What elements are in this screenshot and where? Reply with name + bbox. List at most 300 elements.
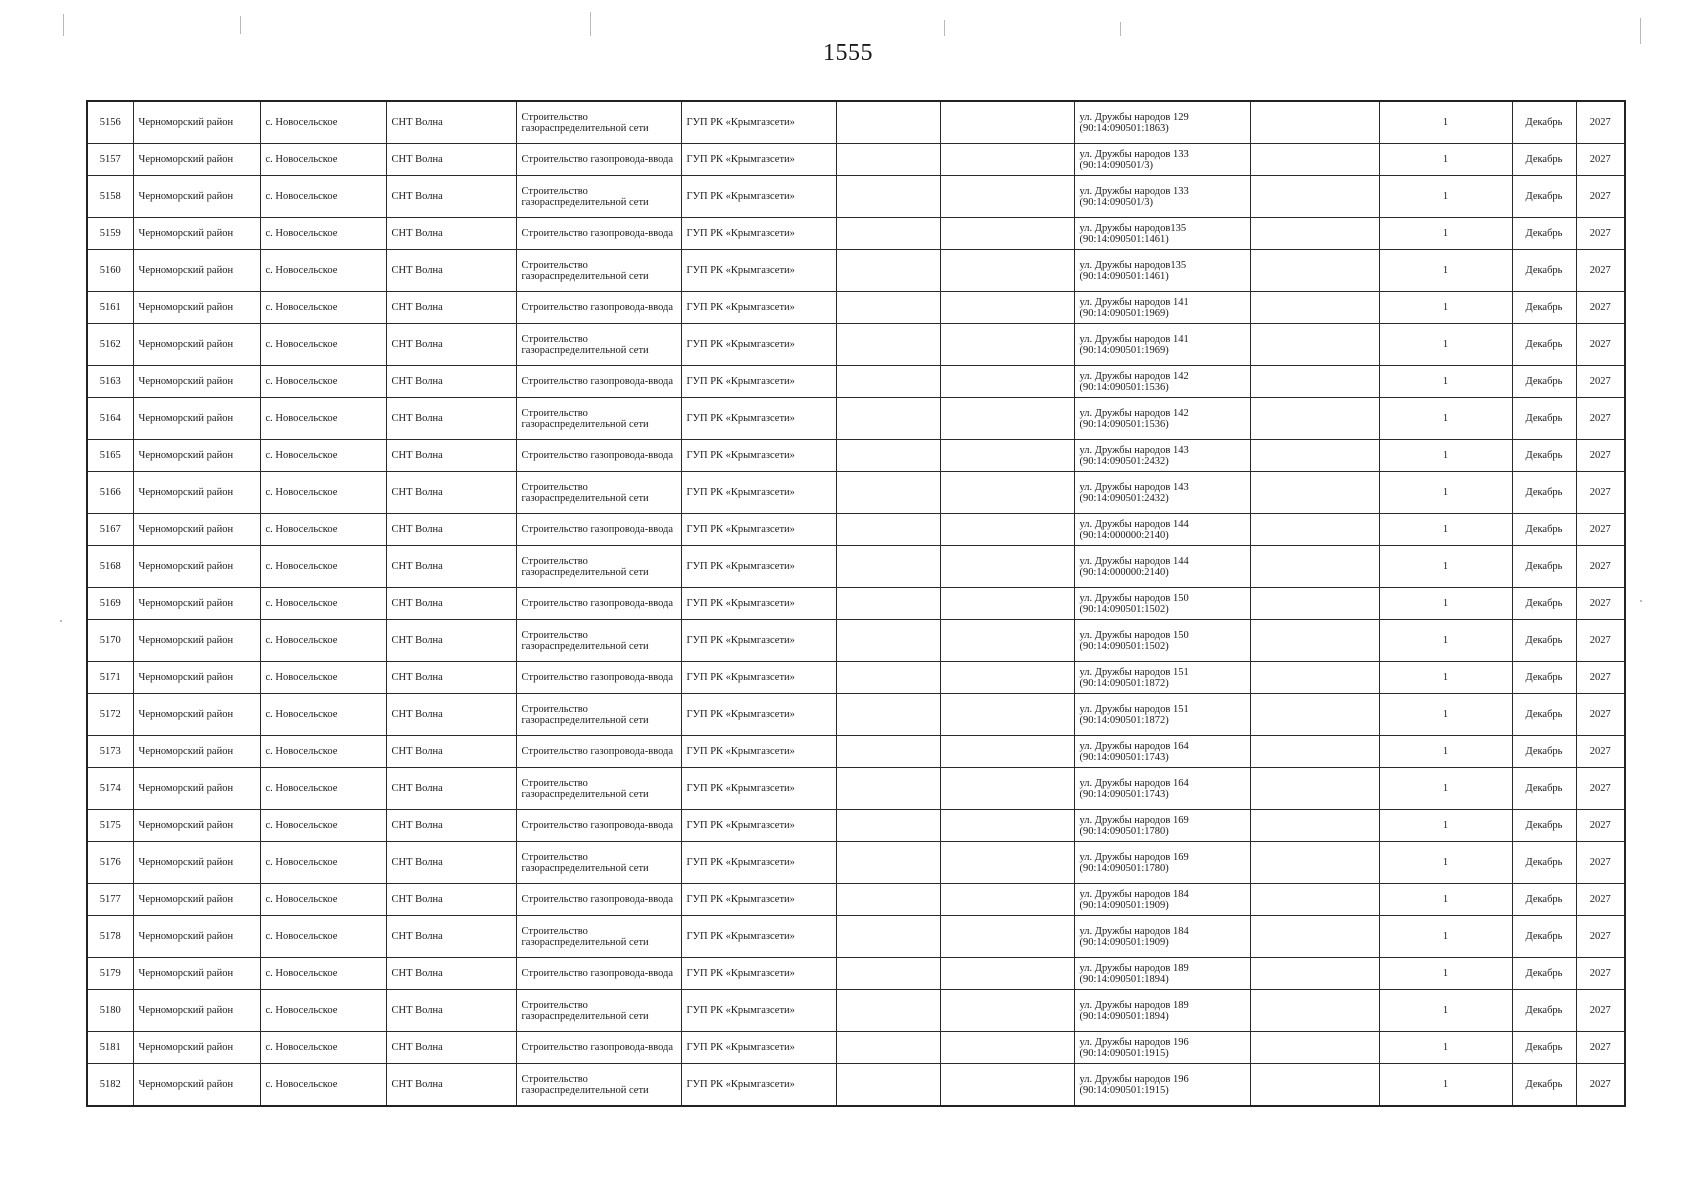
cell-year: 2027 — [1576, 398, 1625, 440]
cell-quantity: 1 — [1379, 1064, 1512, 1107]
cell-address: ул. Дружбы народов 189 (90:14:090501:1894) — [1074, 990, 1250, 1032]
cell-partnership: СНТ Волна — [386, 101, 516, 144]
cell-number: 5160 — [87, 250, 133, 292]
cell-contractor: ГУП РК «Крымгазсети» — [681, 472, 836, 514]
cell-settlement: с. Новосельское — [260, 176, 386, 218]
table-row — [87, 324, 1625, 366]
cell-month: Декабрь — [1512, 916, 1576, 958]
cell-partnership: СНТ Волна — [386, 366, 516, 398]
cell-work-type: Строительство газораспределительной сети — [516, 620, 681, 662]
cell-empty — [940, 144, 1074, 176]
cell-empty — [940, 884, 1074, 916]
cell-address: ул. Дружбы народов 142 (90:14:090501:1536) — [1074, 398, 1250, 440]
cell-year: 2027 — [1576, 842, 1625, 884]
cell-number: 5179 — [87, 958, 133, 990]
cell-address: ул. Дружбы народов 129 (90:14:090501:1863) — [1074, 101, 1250, 144]
cell-empty — [940, 810, 1074, 842]
cell-address: ул. Дружбы народов 144 (90:14:000000:2140) — [1074, 514, 1250, 546]
cell-empty — [836, 694, 940, 736]
table-row — [87, 662, 1625, 694]
cell-partnership: СНТ Волна — [386, 176, 516, 218]
work-schedule-table — [86, 100, 1626, 1107]
cell-empty — [1250, 958, 1379, 990]
cell-partnership: СНТ Волна — [386, 842, 516, 884]
table-row — [87, 884, 1625, 916]
cell-empty — [940, 620, 1074, 662]
cell-year: 2027 — [1576, 736, 1625, 768]
cell-number: 5174 — [87, 768, 133, 810]
cell-address: ул. Дружбы народов 196 (90:14:090501:1915) — [1074, 1064, 1250, 1107]
cell-empty — [836, 218, 940, 250]
cell-settlement: с. Новосельское — [260, 736, 386, 768]
cell-empty — [836, 546, 940, 588]
cell-number: 5182 — [87, 1064, 133, 1107]
cell-district: Черноморский район — [133, 588, 260, 620]
cell-settlement: с. Новосельское — [260, 1064, 386, 1107]
cell-month: Декабрь — [1512, 694, 1576, 736]
cell-empty — [1250, 694, 1379, 736]
cell-empty — [1250, 472, 1379, 514]
cell-district: Черноморский район — [133, 768, 260, 810]
cell-settlement: с. Новосельское — [260, 810, 386, 842]
cell-settlement: с. Новосельское — [260, 366, 386, 398]
cell-contractor: ГУП РК «Крымгазсети» — [681, 588, 836, 620]
cell-year: 2027 — [1576, 514, 1625, 546]
table-row — [87, 472, 1625, 514]
cell-number: 5166 — [87, 472, 133, 514]
cell-month: Декабрь — [1512, 218, 1576, 250]
cell-year: 2027 — [1576, 620, 1625, 662]
cell-number: 5178 — [87, 916, 133, 958]
cell-settlement: с. Новосельское — [260, 842, 386, 884]
cell-year: 2027 — [1576, 810, 1625, 842]
cell-empty — [940, 990, 1074, 1032]
cell-year: 2027 — [1576, 916, 1625, 958]
scan-artifact — [1640, 600, 1642, 602]
cell-empty — [1250, 324, 1379, 366]
table-row — [87, 768, 1625, 810]
cell-settlement: с. Новосельское — [260, 324, 386, 366]
cell-empty — [940, 1064, 1074, 1107]
cell-address: ул. Дружбы народов 184 (90:14:090501:1909) — [1074, 884, 1250, 916]
cell-number: 5168 — [87, 546, 133, 588]
cell-partnership: СНТ Волна — [386, 768, 516, 810]
cell-work-type: Строительство газопровода-ввода — [516, 884, 681, 916]
cell-year: 2027 — [1576, 250, 1625, 292]
cell-work-type: Строительство газопровода-ввода — [516, 588, 681, 620]
cell-empty — [940, 176, 1074, 218]
cell-month: Декабрь — [1512, 1032, 1576, 1064]
cell-address: ул. Дружбы народов 144 (90:14:000000:2140) — [1074, 546, 1250, 588]
cell-contractor: ГУП РК «Крымгазсети» — [681, 694, 836, 736]
cell-year: 2027 — [1576, 588, 1625, 620]
cell-work-type: Строительство газораспределительной сети — [516, 101, 681, 144]
cell-empty — [1250, 884, 1379, 916]
table-row — [87, 398, 1625, 440]
cell-work-type: Строительство газопровода-ввода — [516, 514, 681, 546]
cell-empty — [1250, 1064, 1379, 1107]
cell-empty — [1250, 546, 1379, 588]
scan-artifact — [1640, 18, 1641, 44]
cell-empty — [1250, 768, 1379, 810]
table-row — [87, 958, 1625, 990]
cell-month: Декабрь — [1512, 810, 1576, 842]
cell-quantity: 1 — [1379, 176, 1512, 218]
cell-empty — [940, 440, 1074, 472]
cell-month: Декабрь — [1512, 546, 1576, 588]
cell-month: Декабрь — [1512, 324, 1576, 366]
cell-empty — [836, 292, 940, 324]
cell-year: 2027 — [1576, 546, 1625, 588]
table-row — [87, 250, 1625, 292]
cell-empty — [836, 324, 940, 366]
cell-empty — [940, 472, 1074, 514]
cell-district: Черноморский район — [133, 1064, 260, 1107]
cell-contractor: ГУП РК «Крымгазсети» — [681, 662, 836, 694]
cell-settlement: с. Новосельское — [260, 916, 386, 958]
cell-contractor: ГУП РК «Крымгазсети» — [681, 218, 836, 250]
cell-month: Декабрь — [1512, 620, 1576, 662]
cell-work-type: Строительство газораспределительной сети — [516, 1064, 681, 1107]
cell-quantity: 1 — [1379, 398, 1512, 440]
cell-quantity: 1 — [1379, 546, 1512, 588]
cell-contractor: ГУП РК «Крымгазсети» — [681, 768, 836, 810]
cell-address: ул. Дружбы народов 164 (90:14:090501:1743) — [1074, 736, 1250, 768]
cell-empty — [940, 398, 1074, 440]
table-row — [87, 1064, 1625, 1107]
cell-empty — [1250, 218, 1379, 250]
cell-empty — [1250, 620, 1379, 662]
cell-contractor: ГУП РК «Крымгазсети» — [681, 958, 836, 990]
cell-month: Декабрь — [1512, 250, 1576, 292]
cell-district: Черноморский район — [133, 101, 260, 144]
cell-number: 5171 — [87, 662, 133, 694]
cell-empty — [836, 398, 940, 440]
cell-district: Черноморский район — [133, 398, 260, 440]
table-body — [87, 101, 1625, 1106]
cell-partnership: СНТ Волна — [386, 620, 516, 662]
cell-empty — [836, 440, 940, 472]
cell-empty — [1250, 990, 1379, 1032]
cell-year: 2027 — [1576, 662, 1625, 694]
cell-contractor: ГУП РК «Крымгазсети» — [681, 514, 836, 546]
cell-contractor: ГУП РК «Крымгазсети» — [681, 366, 836, 398]
cell-year: 2027 — [1576, 144, 1625, 176]
cell-contractor: ГУП РК «Крымгазсети» — [681, 810, 836, 842]
cell-month: Декабрь — [1512, 292, 1576, 324]
cell-empty — [1250, 398, 1379, 440]
cell-work-type: Строительство газораспределительной сети — [516, 250, 681, 292]
cell-empty — [836, 736, 940, 768]
cell-number: 5176 — [87, 842, 133, 884]
cell-month: Декабрь — [1512, 958, 1576, 990]
cell-settlement: с. Новосельское — [260, 662, 386, 694]
cell-empty — [1250, 736, 1379, 768]
cell-month: Декабрь — [1512, 768, 1576, 810]
cell-month: Декабрь — [1512, 440, 1576, 472]
cell-partnership: СНТ Волна — [386, 916, 516, 958]
cell-contractor: ГУП РК «Крымгазсети» — [681, 101, 836, 144]
cell-address: ул. Дружбы народов 141 (90:14:090501:1969) — [1074, 292, 1250, 324]
cell-year: 2027 — [1576, 218, 1625, 250]
cell-empty — [1250, 144, 1379, 176]
cell-work-type: Строительство газораспределительной сети — [516, 324, 681, 366]
cell-settlement: с. Новосельское — [260, 546, 386, 588]
cell-district: Черноморский район — [133, 662, 260, 694]
cell-empty — [836, 1032, 940, 1064]
cell-empty — [1250, 1032, 1379, 1064]
cell-work-type: Строительство газопровода-ввода — [516, 736, 681, 768]
table-row — [87, 990, 1625, 1032]
cell-district: Черноморский район — [133, 176, 260, 218]
cell-empty — [836, 990, 940, 1032]
cell-district: Черноморский район — [133, 324, 260, 366]
cell-address: ул. Дружбы народов 169 (90:14:090501:1780) — [1074, 842, 1250, 884]
cell-empty — [940, 958, 1074, 990]
cell-address: ул. Дружбы народов 133 (90:14:090501/3) — [1074, 176, 1250, 218]
cell-settlement: с. Новосельское — [260, 250, 386, 292]
cell-contractor: ГУП РК «Крымгазсети» — [681, 250, 836, 292]
cell-partnership: СНТ Волна — [386, 546, 516, 588]
scan-artifact — [944, 20, 945, 36]
cell-district: Черноморский район — [133, 250, 260, 292]
cell-work-type: Строительство газопровода-ввода — [516, 662, 681, 694]
cell-settlement: с. Новосельское — [260, 472, 386, 514]
cell-empty — [836, 514, 940, 546]
cell-settlement: с. Новосельское — [260, 620, 386, 662]
cell-partnership: СНТ Волна — [386, 990, 516, 1032]
cell-number: 5177 — [87, 884, 133, 916]
cell-empty — [940, 736, 1074, 768]
cell-number: 5173 — [87, 736, 133, 768]
cell-year: 2027 — [1576, 440, 1625, 472]
cell-quantity: 1 — [1379, 324, 1512, 366]
cell-partnership: СНТ Волна — [386, 472, 516, 514]
cell-number: 5167 — [87, 514, 133, 546]
cell-address: ул. Дружбы народов135 (90:14:090501:1461) — [1074, 218, 1250, 250]
cell-month: Декабрь — [1512, 398, 1576, 440]
cell-quantity: 1 — [1379, 514, 1512, 546]
cell-empty — [836, 1064, 940, 1107]
cell-settlement: с. Новосельское — [260, 292, 386, 324]
cell-work-type: Строительство газораспределительной сети — [516, 916, 681, 958]
cell-number: 5163 — [87, 366, 133, 398]
cell-quantity: 1 — [1379, 810, 1512, 842]
cell-number: 5170 — [87, 620, 133, 662]
cell-month: Декабрь — [1512, 144, 1576, 176]
cell-settlement: с. Новосельское — [260, 398, 386, 440]
cell-settlement: с. Новосельское — [260, 588, 386, 620]
cell-year: 2027 — [1576, 1064, 1625, 1107]
cell-empty — [836, 916, 940, 958]
cell-empty — [940, 546, 1074, 588]
cell-quantity: 1 — [1379, 916, 1512, 958]
cell-empty — [940, 694, 1074, 736]
cell-contractor: ГУП РК «Крымгазсети» — [681, 842, 836, 884]
cell-work-type: Строительство газораспределительной сети — [516, 768, 681, 810]
cell-settlement: с. Новосельское — [260, 514, 386, 546]
cell-empty — [940, 588, 1074, 620]
cell-empty — [836, 250, 940, 292]
cell-quantity: 1 — [1379, 144, 1512, 176]
cell-work-type: Строительство газораспределительной сети — [516, 842, 681, 884]
cell-month: Декабрь — [1512, 472, 1576, 514]
cell-partnership: СНТ Волна — [386, 1064, 516, 1107]
cell-month: Декабрь — [1512, 514, 1576, 546]
cell-settlement: с. Новосельское — [260, 694, 386, 736]
cell-address: ул. Дружбы народов 133 (90:14:090501/3) — [1074, 144, 1250, 176]
cell-empty — [1250, 250, 1379, 292]
cell-quantity: 1 — [1379, 842, 1512, 884]
cell-empty — [940, 366, 1074, 398]
cell-number: 5175 — [87, 810, 133, 842]
cell-quantity: 1 — [1379, 990, 1512, 1032]
cell-address: ул. Дружбы народов 169 (90:14:090501:1780) — [1074, 810, 1250, 842]
cell-partnership: СНТ Волна — [386, 588, 516, 620]
cell-month: Декабрь — [1512, 366, 1576, 398]
cell-address: ул. Дружбы народов 189 (90:14:090501:1894) — [1074, 958, 1250, 990]
cell-work-type: Строительство газопровода-ввода — [516, 144, 681, 176]
cell-year: 2027 — [1576, 990, 1625, 1032]
cell-year: 2027 — [1576, 292, 1625, 324]
cell-address: ул. Дружбы народов 143 (90:14:090501:2432) — [1074, 472, 1250, 514]
cell-work-type: Строительство газораспределительной сети — [516, 546, 681, 588]
table-row — [87, 514, 1625, 546]
table-row — [87, 292, 1625, 324]
cell-district: Черноморский район — [133, 366, 260, 398]
cell-quantity: 1 — [1379, 736, 1512, 768]
cell-month: Декабрь — [1512, 1064, 1576, 1107]
cell-partnership: СНТ Волна — [386, 292, 516, 324]
cell-quantity: 1 — [1379, 694, 1512, 736]
cell-quantity: 1 — [1379, 101, 1512, 144]
cell-address: ул. Дружбы народов 141 (90:14:090501:1969) — [1074, 324, 1250, 366]
cell-settlement: с. Новосельское — [260, 958, 386, 990]
cell-address: ул. Дружбы народов 150 (90:14:090501:1502) — [1074, 620, 1250, 662]
cell-number: 5169 — [87, 588, 133, 620]
cell-empty — [940, 842, 1074, 884]
cell-partnership: СНТ Волна — [386, 398, 516, 440]
cell-address: ул. Дружбы народов 196 (90:14:090501:1915) — [1074, 1032, 1250, 1064]
cell-partnership: СНТ Волна — [386, 736, 516, 768]
cell-work-type: Строительство газопровода-ввода — [516, 440, 681, 472]
cell-number: 5159 — [87, 218, 133, 250]
cell-contractor: ГУП РК «Крымгазсети» — [681, 292, 836, 324]
cell-partnership: СНТ Волна — [386, 884, 516, 916]
cell-empty — [940, 101, 1074, 144]
cell-district: Черноморский район — [133, 990, 260, 1032]
cell-number: 5165 — [87, 440, 133, 472]
cell-month: Декабрь — [1512, 176, 1576, 218]
table-row — [87, 810, 1625, 842]
cell-work-type: Строительство газораспределительной сети — [516, 176, 681, 218]
cell-empty — [836, 620, 940, 662]
table-row — [87, 366, 1625, 398]
cell-number: 5162 — [87, 324, 133, 366]
cell-empty — [940, 916, 1074, 958]
cell-address: ул. Дружбы народов 184 (90:14:090501:1909) — [1074, 916, 1250, 958]
cell-empty — [940, 292, 1074, 324]
cell-district: Черноморский район — [133, 218, 260, 250]
cell-contractor: ГУП РК «Крымгазсети» — [681, 324, 836, 366]
cell-work-type: Строительство газораспределительной сети — [516, 398, 681, 440]
cell-empty — [940, 218, 1074, 250]
cell-month: Декабрь — [1512, 101, 1576, 144]
cell-address: ул. Дружбы народов 142 (90:14:090501:1536) — [1074, 366, 1250, 398]
cell-month: Декабрь — [1512, 588, 1576, 620]
cell-year: 2027 — [1576, 101, 1625, 144]
cell-quantity: 1 — [1379, 440, 1512, 472]
cell-empty — [940, 250, 1074, 292]
cell-district: Черноморский район — [133, 620, 260, 662]
cell-empty — [836, 884, 940, 916]
cell-quantity: 1 — [1379, 366, 1512, 398]
cell-address: ул. Дружбы народов 143 (90:14:090501:2432) — [1074, 440, 1250, 472]
cell-contractor: ГУП РК «Крымгазсети» — [681, 736, 836, 768]
cell-number: 5181 — [87, 1032, 133, 1064]
cell-year: 2027 — [1576, 884, 1625, 916]
cell-empty — [836, 144, 940, 176]
cell-empty — [836, 176, 940, 218]
cell-settlement: с. Новосельское — [260, 884, 386, 916]
cell-partnership: СНТ Волна — [386, 810, 516, 842]
cell-quantity: 1 — [1379, 958, 1512, 990]
cell-empty — [1250, 366, 1379, 398]
cell-quantity: 1 — [1379, 1032, 1512, 1064]
cell-year: 2027 — [1576, 768, 1625, 810]
table-row — [87, 176, 1625, 218]
cell-empty — [836, 366, 940, 398]
cell-empty — [836, 768, 940, 810]
cell-partnership: СНТ Волна — [386, 324, 516, 366]
cell-number: 5158 — [87, 176, 133, 218]
cell-quantity: 1 — [1379, 884, 1512, 916]
cell-quantity: 1 — [1379, 250, 1512, 292]
cell-work-type: Строительство газораспределительной сети — [516, 472, 681, 514]
cell-district: Черноморский район — [133, 842, 260, 884]
table-row — [87, 1032, 1625, 1064]
cell-contractor: ГУП РК «Крымгазсети» — [681, 176, 836, 218]
cell-empty — [836, 810, 940, 842]
table-row — [87, 588, 1625, 620]
cell-settlement: с. Новосельское — [260, 101, 386, 144]
cell-empty — [836, 588, 940, 620]
cell-partnership: СНТ Волна — [386, 144, 516, 176]
cell-empty — [1250, 176, 1379, 218]
cell-empty — [1250, 662, 1379, 694]
cell-district: Черноморский район — [133, 1032, 260, 1064]
cell-empty — [836, 958, 940, 990]
page-number: 1555 — [823, 40, 873, 66]
cell-month: Декабрь — [1512, 990, 1576, 1032]
cell-year: 2027 — [1576, 1032, 1625, 1064]
cell-quantity: 1 — [1379, 662, 1512, 694]
cell-district: Черноморский район — [133, 144, 260, 176]
cell-partnership: СНТ Волна — [386, 440, 516, 472]
cell-settlement: с. Новосельское — [260, 144, 386, 176]
cell-address: ул. Дружбы народов 150 (90:14:090501:1502) — [1074, 588, 1250, 620]
cell-partnership: СНТ Волна — [386, 250, 516, 292]
cell-empty — [940, 662, 1074, 694]
cell-year: 2027 — [1576, 366, 1625, 398]
cell-contractor: ГУП РК «Крымгазсети» — [681, 398, 836, 440]
cell-district: Черноморский район — [133, 810, 260, 842]
cell-empty — [1250, 842, 1379, 884]
table-row — [87, 620, 1625, 662]
cell-contractor: ГУП РК «Крымгазсети» — [681, 144, 836, 176]
cell-district: Черноморский район — [133, 736, 260, 768]
cell-contractor: ГУП РК «Крымгазсети» — [681, 440, 836, 472]
